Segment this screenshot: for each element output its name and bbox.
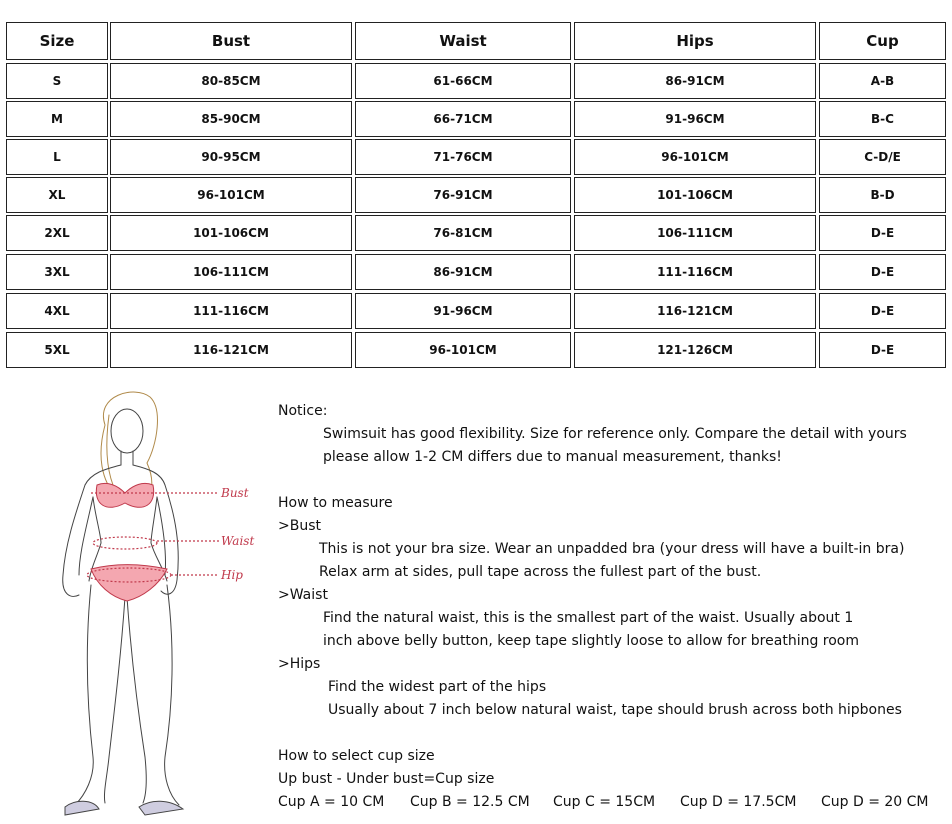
waist-text-line: inch above belly button, keep tape slightly loose to allow for breathing room <box>323 633 860 649</box>
measurement-figure-illustration <box>35 385 265 824</box>
cell-size: 3XL <box>6 254 108 290</box>
cup-size-d: Cup D = 17.5CM <box>680 794 797 810</box>
waist-text-line: Find the natural waist, this is the smallest part of the waist. Usually about 1 <box>323 610 854 626</box>
hip-label: Hip <box>221 568 243 582</box>
cell-waist: 71-76CM <box>355 139 571 175</box>
cell-size: L <box>6 139 108 175</box>
cell-size: S <box>6 63 108 99</box>
cell-hips: 121-126CM <box>574 332 816 368</box>
cell-cup: D-E <box>819 254 946 290</box>
cell-hips: 86-91CM <box>574 63 816 99</box>
header-cup: Cup <box>819 22 946 60</box>
header-hips: Hips <box>574 22 816 60</box>
cup-size-formula: Up bust - Under bust=Cup size <box>278 771 495 787</box>
cell-cup: D-E <box>819 332 946 368</box>
cell-size: M <box>6 101 108 137</box>
how-to-measure-title: How to measure <box>278 495 393 511</box>
cell-cup: D-E <box>819 293 946 329</box>
cell-waist: 66-71CM <box>355 101 571 137</box>
notice-title: Notice: <box>278 403 328 419</box>
cell-cup: A-B <box>819 63 946 99</box>
cup-size-b: Cup B = 12.5 CM <box>410 794 530 810</box>
cup-size-d-large: Cup D = 20 CM <box>821 794 929 810</box>
cup-size-c: Cup C = 15CM <box>553 794 656 810</box>
cell-cup: D-E <box>819 215 946 251</box>
cup-size-title: How to select cup size <box>278 748 435 764</box>
hips-text-line: Find the widest part of the hips <box>328 679 547 695</box>
cell-size: 2XL <box>6 215 108 251</box>
cell-bust: 101-106CM <box>110 215 352 251</box>
cell-waist: 76-81CM <box>355 215 571 251</box>
header-bust: Bust <box>110 22 352 60</box>
cell-cup: B-D <box>819 177 946 213</box>
cell-hips: 111-116CM <box>574 254 816 290</box>
cell-waist: 91-96CM <box>355 293 571 329</box>
notice-text-line: please allow 1-2 CM differs due to manual measurement, thanks! <box>323 449 782 465</box>
cell-hips: 106-111CM <box>574 215 816 251</box>
cell-bust: 106-111CM <box>110 254 352 290</box>
cell-hips: 96-101CM <box>574 139 816 175</box>
cell-hips: 91-96CM <box>574 101 816 137</box>
bust-label: Bust <box>221 486 249 500</box>
cell-hips: 101-106CM <box>574 177 816 213</box>
cup-size-a: Cup A = 10 CM <box>278 794 385 810</box>
cell-bust: 90-95CM <box>110 139 352 175</box>
waist-label: Waist <box>221 534 255 548</box>
hips-text-line: Usually about 7 inch below natural waist, tape should brush across both hipbones <box>328 702 902 718</box>
cell-size: 5XL <box>6 332 108 368</box>
cell-waist: 61-66CM <box>355 63 571 99</box>
cell-cup: C-D/E <box>819 139 946 175</box>
cell-hips: 116-121CM <box>574 293 816 329</box>
notice-text-line: Swimsuit has good flexibility. Size for reference only. Compare the detail with yours <box>323 426 907 442</box>
cell-bust: 111-116CM <box>110 293 352 329</box>
cell-bust: 85-90CM <box>110 101 352 137</box>
cell-bust: 116-121CM <box>110 332 352 368</box>
bust-section-title: >Bust <box>278 518 321 534</box>
bust-text-line: Relax arm at sides, pull tape across the fullest part of the bust. <box>319 564 762 580</box>
cell-waist: 86-91CM <box>355 254 571 290</box>
cell-bust: 96-101CM <box>110 177 352 213</box>
cell-bust: 80-85CM <box>110 63 352 99</box>
cell-size: XL <box>6 177 108 213</box>
cell-size: 4XL <box>6 293 108 329</box>
header-waist: Waist <box>355 22 571 60</box>
header-size: Size <box>6 22 108 60</box>
cell-waist: 76-91CM <box>355 177 571 213</box>
cell-waist: 96-101CM <box>355 332 571 368</box>
hips-section-title: >Hips <box>278 656 321 672</box>
cell-cup: B-C <box>819 101 946 137</box>
bust-text-line: This is not your bra size. Wear an unpadded bra (your dress will have a built-in bra) <box>319 541 905 557</box>
waist-section-title: >Waist <box>278 587 328 603</box>
